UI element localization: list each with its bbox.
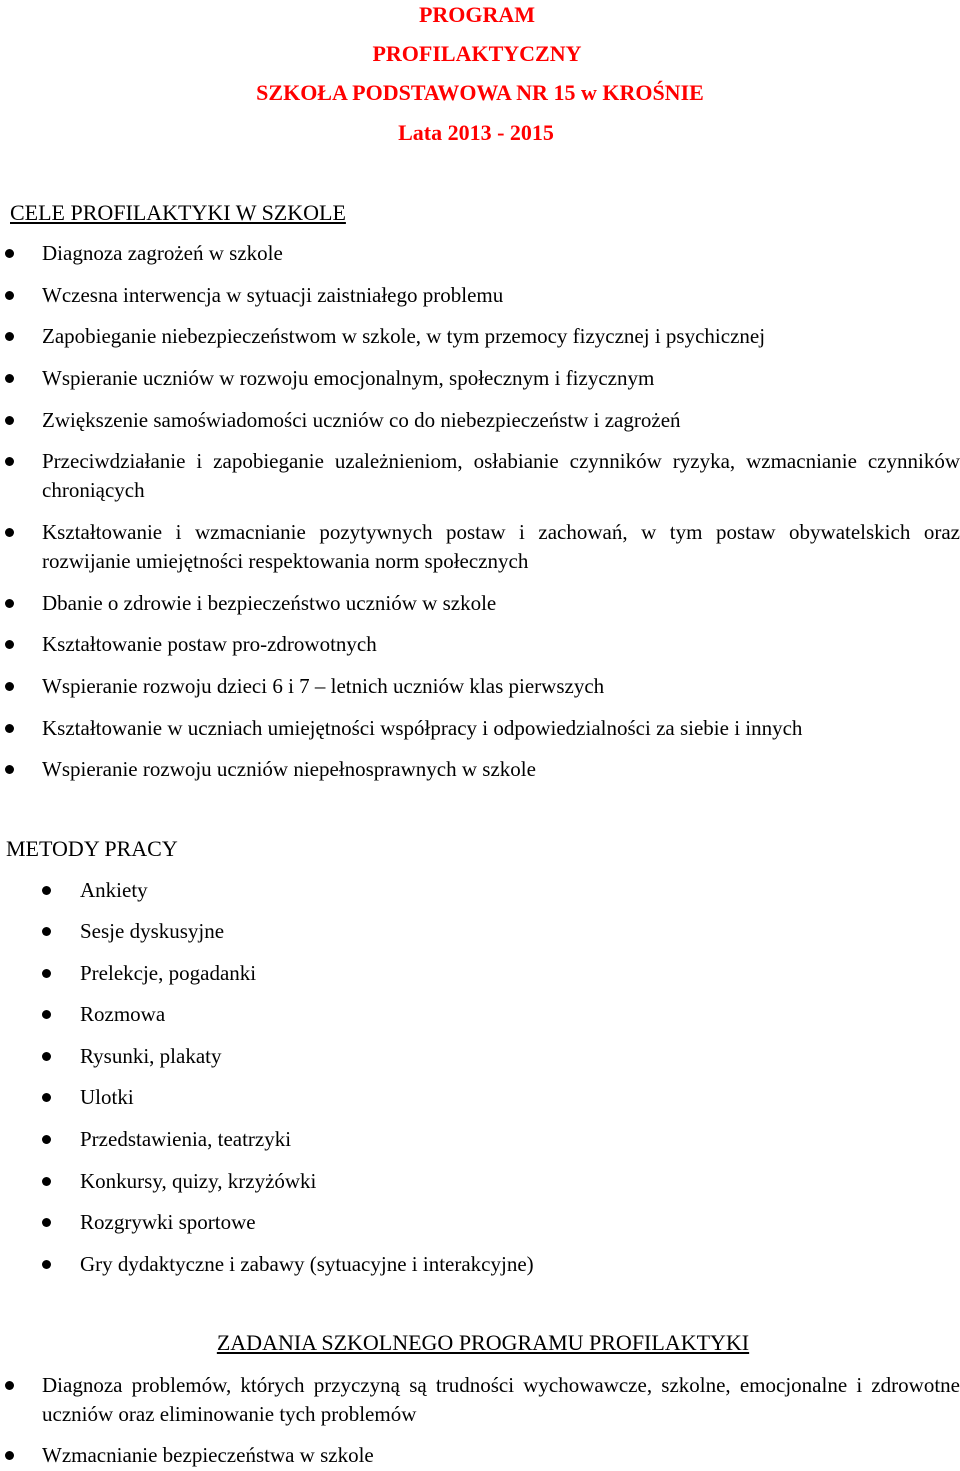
list-item: Diagnoza zagrożeń w szkole [0, 239, 960, 268]
bullet-icon [5, 291, 14, 300]
bullet-icon [5, 1451, 14, 1460]
list-item: Ulotki [0, 1083, 960, 1112]
list-item: Wczesna interwencja w sytuacji zaistniałego problemu [0, 281, 960, 310]
list-item: Przedstawienia, teatrzyki [0, 1125, 960, 1154]
list-item: Wspieranie uczniów w rozwoju emocjonalnym, społecznym i fizycznym [0, 364, 960, 393]
list-item: Prelekcje, pogadanki [0, 959, 960, 988]
list-item: Kształtowanie postaw pro-zdrowotnych [0, 630, 960, 659]
bullet-icon [5, 682, 14, 691]
list-item: Wspieranie rozwoju uczniów niepełnosprawnych w szkole [0, 755, 960, 784]
list-item: Zapobieganie niebezpieczeństwom w szkole, w tym przemocy fizycznej i psychicznej [0, 322, 960, 351]
list-item: Zwiększenie samoświadomości uczniów co do niebezpieczeństw i zagrożeń [0, 406, 960, 435]
list-item: Przeciwdziałanie i zapobieganie uzależnieniom, osłabianie czynników ryzyka, wzmacnianie czynników chroniących [0, 447, 960, 505]
bullet-icon [42, 969, 51, 978]
bullet-icon [5, 416, 14, 425]
list-item: Diagnoza problemów, których przyczyną są trudności wychowawcze, szkolne, emocjonalne i zdrowotne uczniów oraz eliminowanie tych problemów [0, 1371, 960, 1429]
list-item: Wzmacnianie bezpieczeństwa w szkole [0, 1441, 960, 1470]
bullet-icon [42, 1052, 51, 1061]
bullet-icon [5, 724, 14, 733]
list-item: Rozmowa [0, 1000, 960, 1029]
bullet-icon [42, 1177, 51, 1186]
metody-section-title: METODY PRACY [6, 836, 178, 861]
list-item: Rozgrywki sportowe [0, 1208, 960, 1237]
cele-section-title: CELE PROFILAKTYKI W SZKOLE [10, 200, 346, 225]
bullet-icon [42, 927, 51, 936]
list-item: Kształtowanie w uczniach umiejętności współpracy i odpowiedzialności za siebie i innych [0, 714, 960, 743]
program-title: PROGRAM [418, 2, 536, 27]
program-subtitle: PROFILAKTYCZNY [372, 41, 582, 66]
bullet-icon [5, 374, 14, 383]
bullet-icon [5, 249, 14, 258]
list-item: Gry dydaktyczne i zabawy (sytuacyjne i interakcyjne) [0, 1250, 960, 1279]
bullet-icon [5, 332, 14, 341]
list-item: Konkursy, quizy, krzyżówki [0, 1167, 960, 1196]
bullet-icon [5, 599, 14, 608]
bullet-icon [5, 528, 14, 537]
list-item: Kształtowanie i wzmacnianie pozytywnych postaw i zachowań, w tym postaw obywatelskich oraz rozwijanie umiejętności respektowania norm społecznych [0, 518, 960, 576]
bullet-icon [5, 640, 14, 649]
school-name: SZKOŁA PODSTAWOWA NR 15 w KROŚNIE [256, 80, 704, 105]
list-item: Wspieranie rozwoju dzieci 6 i 7 – letnich uczniów klas pierwszych [0, 672, 960, 701]
list-item: Dbanie o zdrowie i bezpieczeństwo uczniów w szkole [0, 589, 960, 618]
bullet-icon [5, 1381, 14, 1390]
list-item: Ankiety [0, 876, 960, 905]
bullet-icon [42, 1260, 51, 1269]
bullet-icon [5, 457, 14, 466]
bullet-icon [42, 1093, 51, 1102]
list-item: Sesje dyskusyjne [0, 917, 960, 946]
bullet-icon [42, 886, 51, 895]
list-item: Rysunki, plakaty [0, 1042, 960, 1071]
bullet-icon [42, 1010, 51, 1019]
bullet-icon [5, 765, 14, 774]
zadania-section-title: ZADANIA SZKOLNEGO PROGRAMU PROFILAKTYKI [216, 1330, 750, 1355]
bullet-icon [42, 1218, 51, 1227]
bullet-icon [42, 1135, 51, 1144]
program-years: Lata 2013 - 2015 [398, 120, 554, 145]
